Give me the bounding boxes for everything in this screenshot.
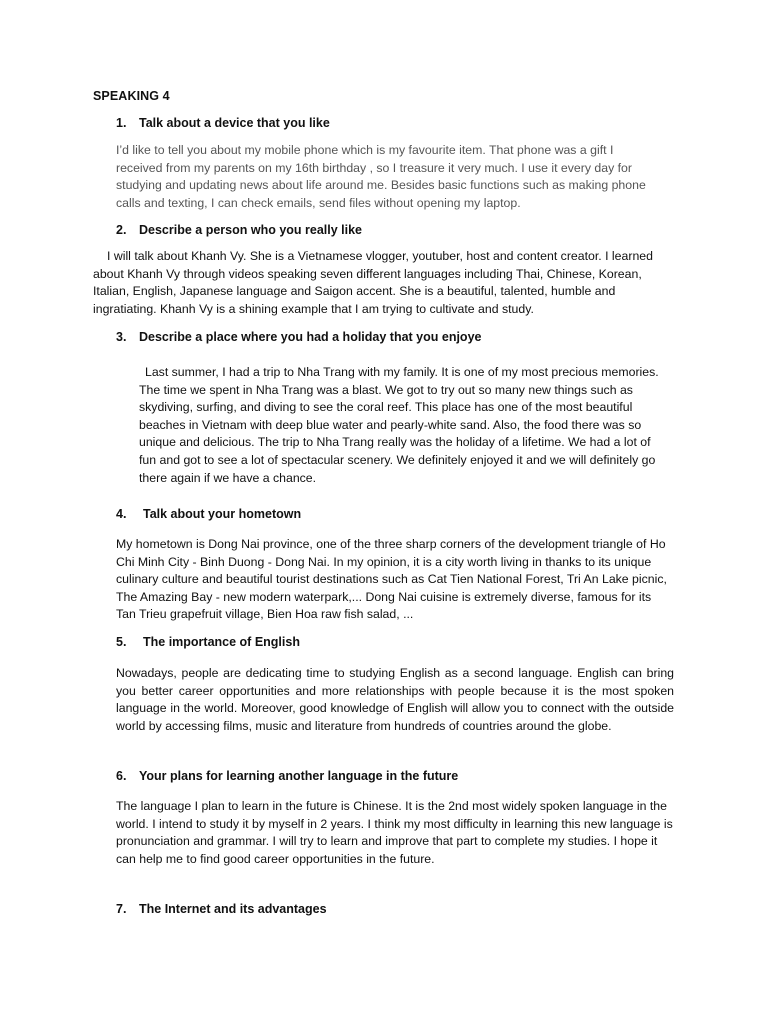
- section-paragraph-6: The language I plan to learn in the future is Chinese. It is the 2nd most widely spoken language in the world. I intend to study it by myself in 2 years. I think my most difficulty in learning this new language is pronunciation and grammar. I will try to learn and improve that part to complete my studies. I hope it can help me to find good career opportunities in the future.: [116, 799, 673, 866]
- section-paragraph-3: Last summer, I had a trip to Nha Trang with my family. It is one of my most precious memories. The time we spent in Nha Trang was a blast. We got to try out so many new things such as skydiving, surfing, and diving to see the coral reef. This place has one of the most beautiful beaches in Vietnam with deep blue water and pearly-white sand. Also, the food there was so unique and delicious. The trip to Nha Trang really was the holiday of a lifetime. We had a lot of fun and got to see a lot of spectacular scenery. We definitely enjoyed it and we will definitely go there again if we have a chance.: [139, 365, 659, 485]
- section-paragraph-4: My hometown is Dong Nai province, one of the three sharp corners of the development triangle of Ho Chi Minh City - Binh Duong - Dong Nai. In my opinion, it is a city worth living in thanks to its unique culinary culture and beautiful tourist destinations such as Cat Tien National Forest, Tri An Lake picnic, The Amazing Bay - new modern waterpark,... Dong Nai cuisine is extremely diverse, famous for its Tan Trieu grapefruit village, Bien Hoa raw fish salad, ...: [116, 537, 667, 622]
- section-paragraph-2: I will talk about Khanh Vy. She is a Vietnamese vlogger, youtuber, host and content creator. I learned about Khanh Vy through videos speaking seven different languages including Thai, Chinese, Korean, Italian, English, Japanese language and Saigon accent. She is a beautiful, talented, humble and ingratiating. Khanh Vy is a shining example that I am trying to cultivate and study.: [93, 249, 653, 316]
- section-paragraph-1: I’d like to tell you about my mobile phone which is my favourite item. That phone was a gift I received from my parents on my 16th birthday , so I treasure it very much. I use it every day for studying and updating news about life around me. Besides basic functions such as making phone calls and texting, I can check emails, send files without opening my laptop.: [116, 143, 646, 210]
- section-number: 4.: [116, 507, 127, 521]
- document-title: SPEAKING 4: [93, 89, 170, 103]
- section-number: 2.: [116, 223, 127, 237]
- section-heading-3: [116, 330, 481, 344]
- section-heading-7: [116, 902, 327, 916]
- section-heading-text: The importance of English: [143, 635, 300, 649]
- section-number: 6.: [116, 769, 127, 783]
- section-heading-text: Talk about a device that you like: [139, 116, 330, 130]
- section-heading-1: [116, 116, 330, 130]
- section-heading-2: [116, 223, 362, 237]
- section-heading-5: [116, 635, 300, 649]
- section-heading-text: The Internet and its advantages: [139, 902, 327, 916]
- section-number: 7.: [116, 902, 127, 916]
- section-heading-4: [116, 507, 301, 521]
- section-number: 5.: [116, 635, 127, 649]
- section-heading-text: Your plans for learning another language in the future: [139, 769, 459, 783]
- section-number: 3.: [116, 330, 127, 344]
- section-heading-6: [116, 769, 458, 783]
- section-heading-text: Describe a place where you had a holiday that you enjoye: [139, 330, 482, 344]
- section-heading-text: Describe a person who you really like: [139, 223, 363, 237]
- section-number: 1.: [116, 116, 127, 130]
- section-paragraph-5: Nowadays, people are dedicating time to studying English as a second language. English can bring you better career opportunities and more relationships with people because it is the most spoken language in the world. Moreover, good knowledge of English will allow you to connect with the outside world by accessing films, music and literature from hundreds of countries around the globe.: [116, 666, 674, 733]
- section-heading-text: Talk about your hometown: [143, 507, 302, 521]
